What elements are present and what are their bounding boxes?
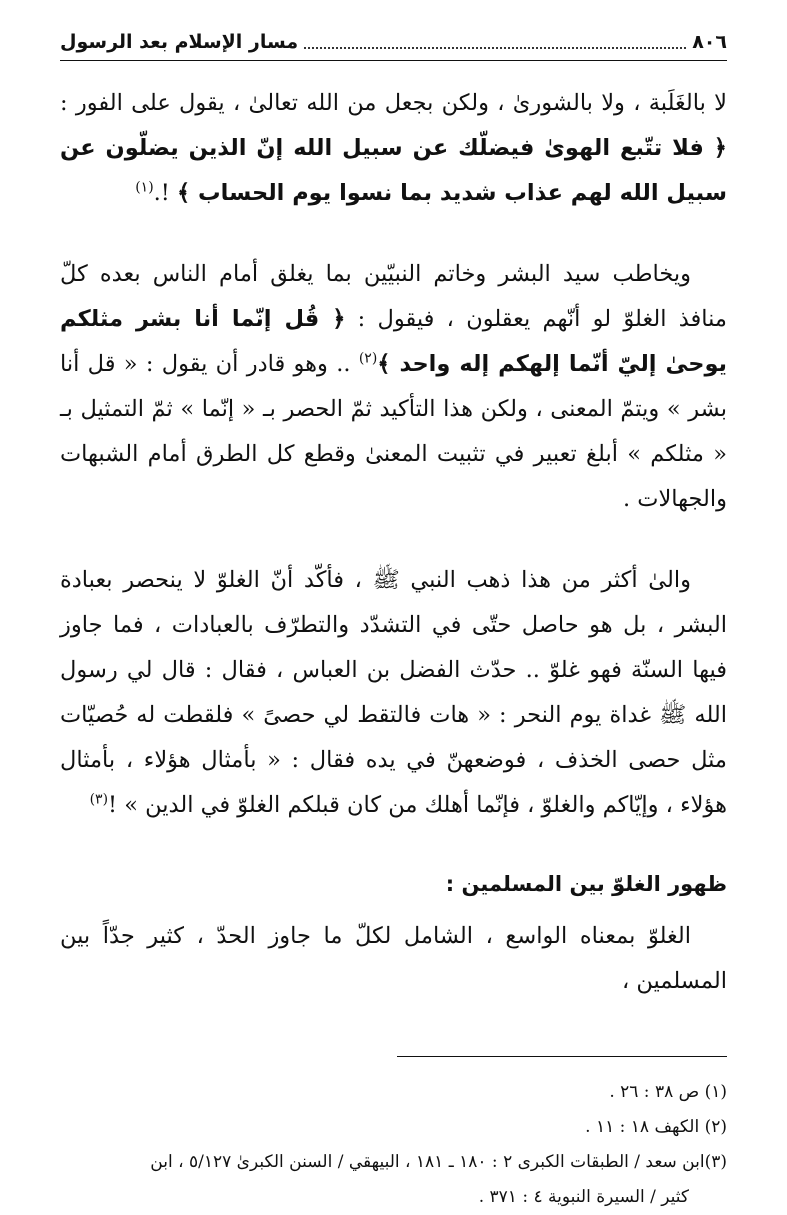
footnote-3: (٣)ابن سعد / الطبقات الكبرى ٢ : ١٨٠ ـ ١٨١ ، البيهقي / السنن الكبرىٰ ٥/١٢٧ ، ابن [150, 1152, 727, 1172]
footnote-separator [397, 1056, 727, 1057]
running-title: مسار الإسلام بعد الرسول [60, 31, 299, 53]
footnote-3-continued: كثير / السيرة النبوية ٤ : ٣٧١ . [478, 1187, 689, 1207]
footnote-2: (٢) الكهف ١٨ : ١١ . [585, 1117, 727, 1137]
paragraph-1 [60, 81, 727, 216]
main-text [60, 81, 727, 1004]
section-heading: ظهور الغلوّ بين المسلمين : [445, 872, 727, 896]
footnote-ref-3[interactable]: (٣) [89, 791, 109, 808]
footnote-ref-1[interactable]: (١) [135, 179, 154, 196]
quran-verse-1: ﴿ فلا تتّبع الهوىٰ فيضلّك عن سبيل الله إنّ الذين يضلّون عن سبيل الله لهم عذاب شديد بما نسوا يوم الحساب ﴾ [60, 135, 727, 206]
paragraph-3 [60, 558, 727, 828]
paragraph-3-end: ! [108, 792, 125, 818]
footnote-1: (١) ص ٣٨ : ٢٦ . [609, 1082, 727, 1102]
paragraph-2-end: .. وهو قادر أن يقول : « قل أنا بشر » ويتمّ المعنى ، ولكن هذا التأكيد ثمّ الحصر بـ « إنّما » ثمّ التمثيل بـ « مثلكم » أبلغ تعبير في تثبيت المعنىٰ وقطع كل الطرق أمام الشبهات والجهالات . [60, 351, 727, 512]
paragraph-4: الغلوّ بمعناه الواسع ، الشامل لكلّ ما جاوز الحدّ ، كثير جدّاً بين المسلمين ، [60, 923, 727, 994]
paragraph-2-intro: ويخاطب سيد البشر وخاتم النبيّين بما يغلق أمام الناس بعده كلّ منافذ الغلوّ لو أنّهم يعقلون ، فيقول : [60, 261, 727, 332]
paragraph-3-text: والىٰ أكثر من هذا ذهب النبي ﷺ ، فأكّد أنّ الغلوّ لا ينحصر بعبادة البشر ، بل هو حاصل حتّى في التشدّد والتطرّف بالعبادات ، فما جاوز فيها السنّة فهو غلوّ .. حدّث الفضل بن العباس ، فقال : قال لي رسول الله ﷺ غداة يوم النحر : « هات فالتقط لي حصىً » فلقطت له حُصيّات مثل حصى الخذف ، فوضعهنّ في يده فقال : « بأمثال هؤلاء ، بأمثال هؤلاء ، وإيّاكم والغلوّ ، فإنّما أهلك من كان قبلكم الغلوّ في الدين » [60, 567, 727, 818]
footnote-ref-2[interactable]: (٢) [358, 350, 378, 367]
quran-verse-2: ﴿ قُل إنّما أنا بشر مثلكم يوحىٰ إليّ أنّما إلهكم إله واحد ﴾ [60, 306, 727, 377]
header-leader-dots [304, 47, 686, 49]
paragraph-2 [60, 252, 727, 522]
paragraph-1-end: !. [153, 180, 178, 206]
footnotes [60, 1075, 727, 1215]
page-number: ٨٠٦ [692, 31, 727, 53]
paragraph-1-intro: لا بالغَلَبة ، ولا بالشورىٰ ، ولكن بجعل من الله تعالىٰ ، يقول على الفور : [60, 90, 727, 116]
running-header [60, 28, 727, 61]
